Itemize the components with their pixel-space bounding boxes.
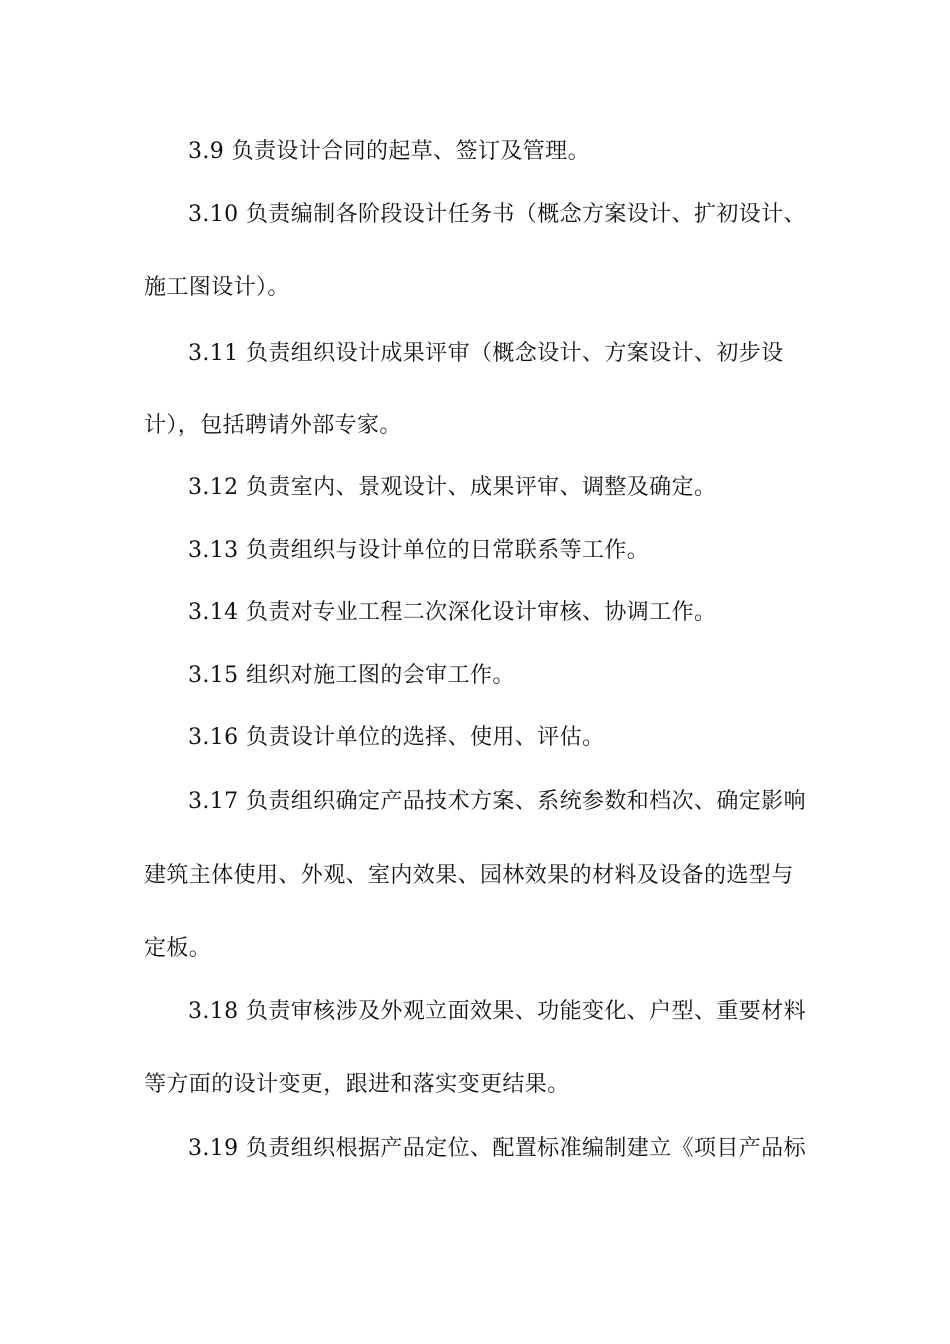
clause-3-16: 3.16 负责设计单位的选择、使用、评估。: [188, 725, 605, 750]
clause-3-17-continued-1: 建筑主体使用、外观、室内效果、园林效果的材料及设备的选型与: [144, 863, 794, 888]
clause-3-18: 3.18 负责审核涉及外观立面效果、功能变化、户型、重要材料: [188, 999, 806, 1024]
clause-3-11: 3.11 负责组织设计成果评审（概念设计、方案设计、初步设: [188, 341, 784, 366]
clause-3-15: 3.15 组织对施工图的会审工作。: [188, 663, 515, 688]
clause-3-10: 3.10 负责编制各阶段设计任务书（概念方案设计、扩初设计、: [188, 202, 806, 227]
clause-3-17-continued-2: 定板。: [144, 936, 212, 961]
clause-3-17: 3.17 负责组织确定产品技术方案、系统参数和档次、确定影响: [188, 789, 806, 814]
clause-3-10-continued: 施工图设计）。: [144, 275, 290, 300]
clause-3-18-continued: 等方面的设计变更，跟进和落实变更结果。: [144, 1072, 570, 1097]
clause-3-11-continued: 计），包括聘请外部专家。: [144, 413, 402, 438]
clause-3-19: 3.19 负责组织根据产品定位、配置标准编制建立《项目产品标: [188, 1136, 806, 1161]
clause-3-13: 3.13 负责组织与设计单位的日常联系等工作。: [188, 538, 650, 563]
clause-3-14: 3.14 负责对专业工程二次深化设计审核、协调工作。: [188, 600, 717, 625]
clause-3-12: 3.12 负责室内、景观设计、成果评审、调整及确定。: [188, 475, 717, 500]
clause-3-9: 3.9 负责设计合同的起草、签订及管理。: [188, 139, 590, 164]
